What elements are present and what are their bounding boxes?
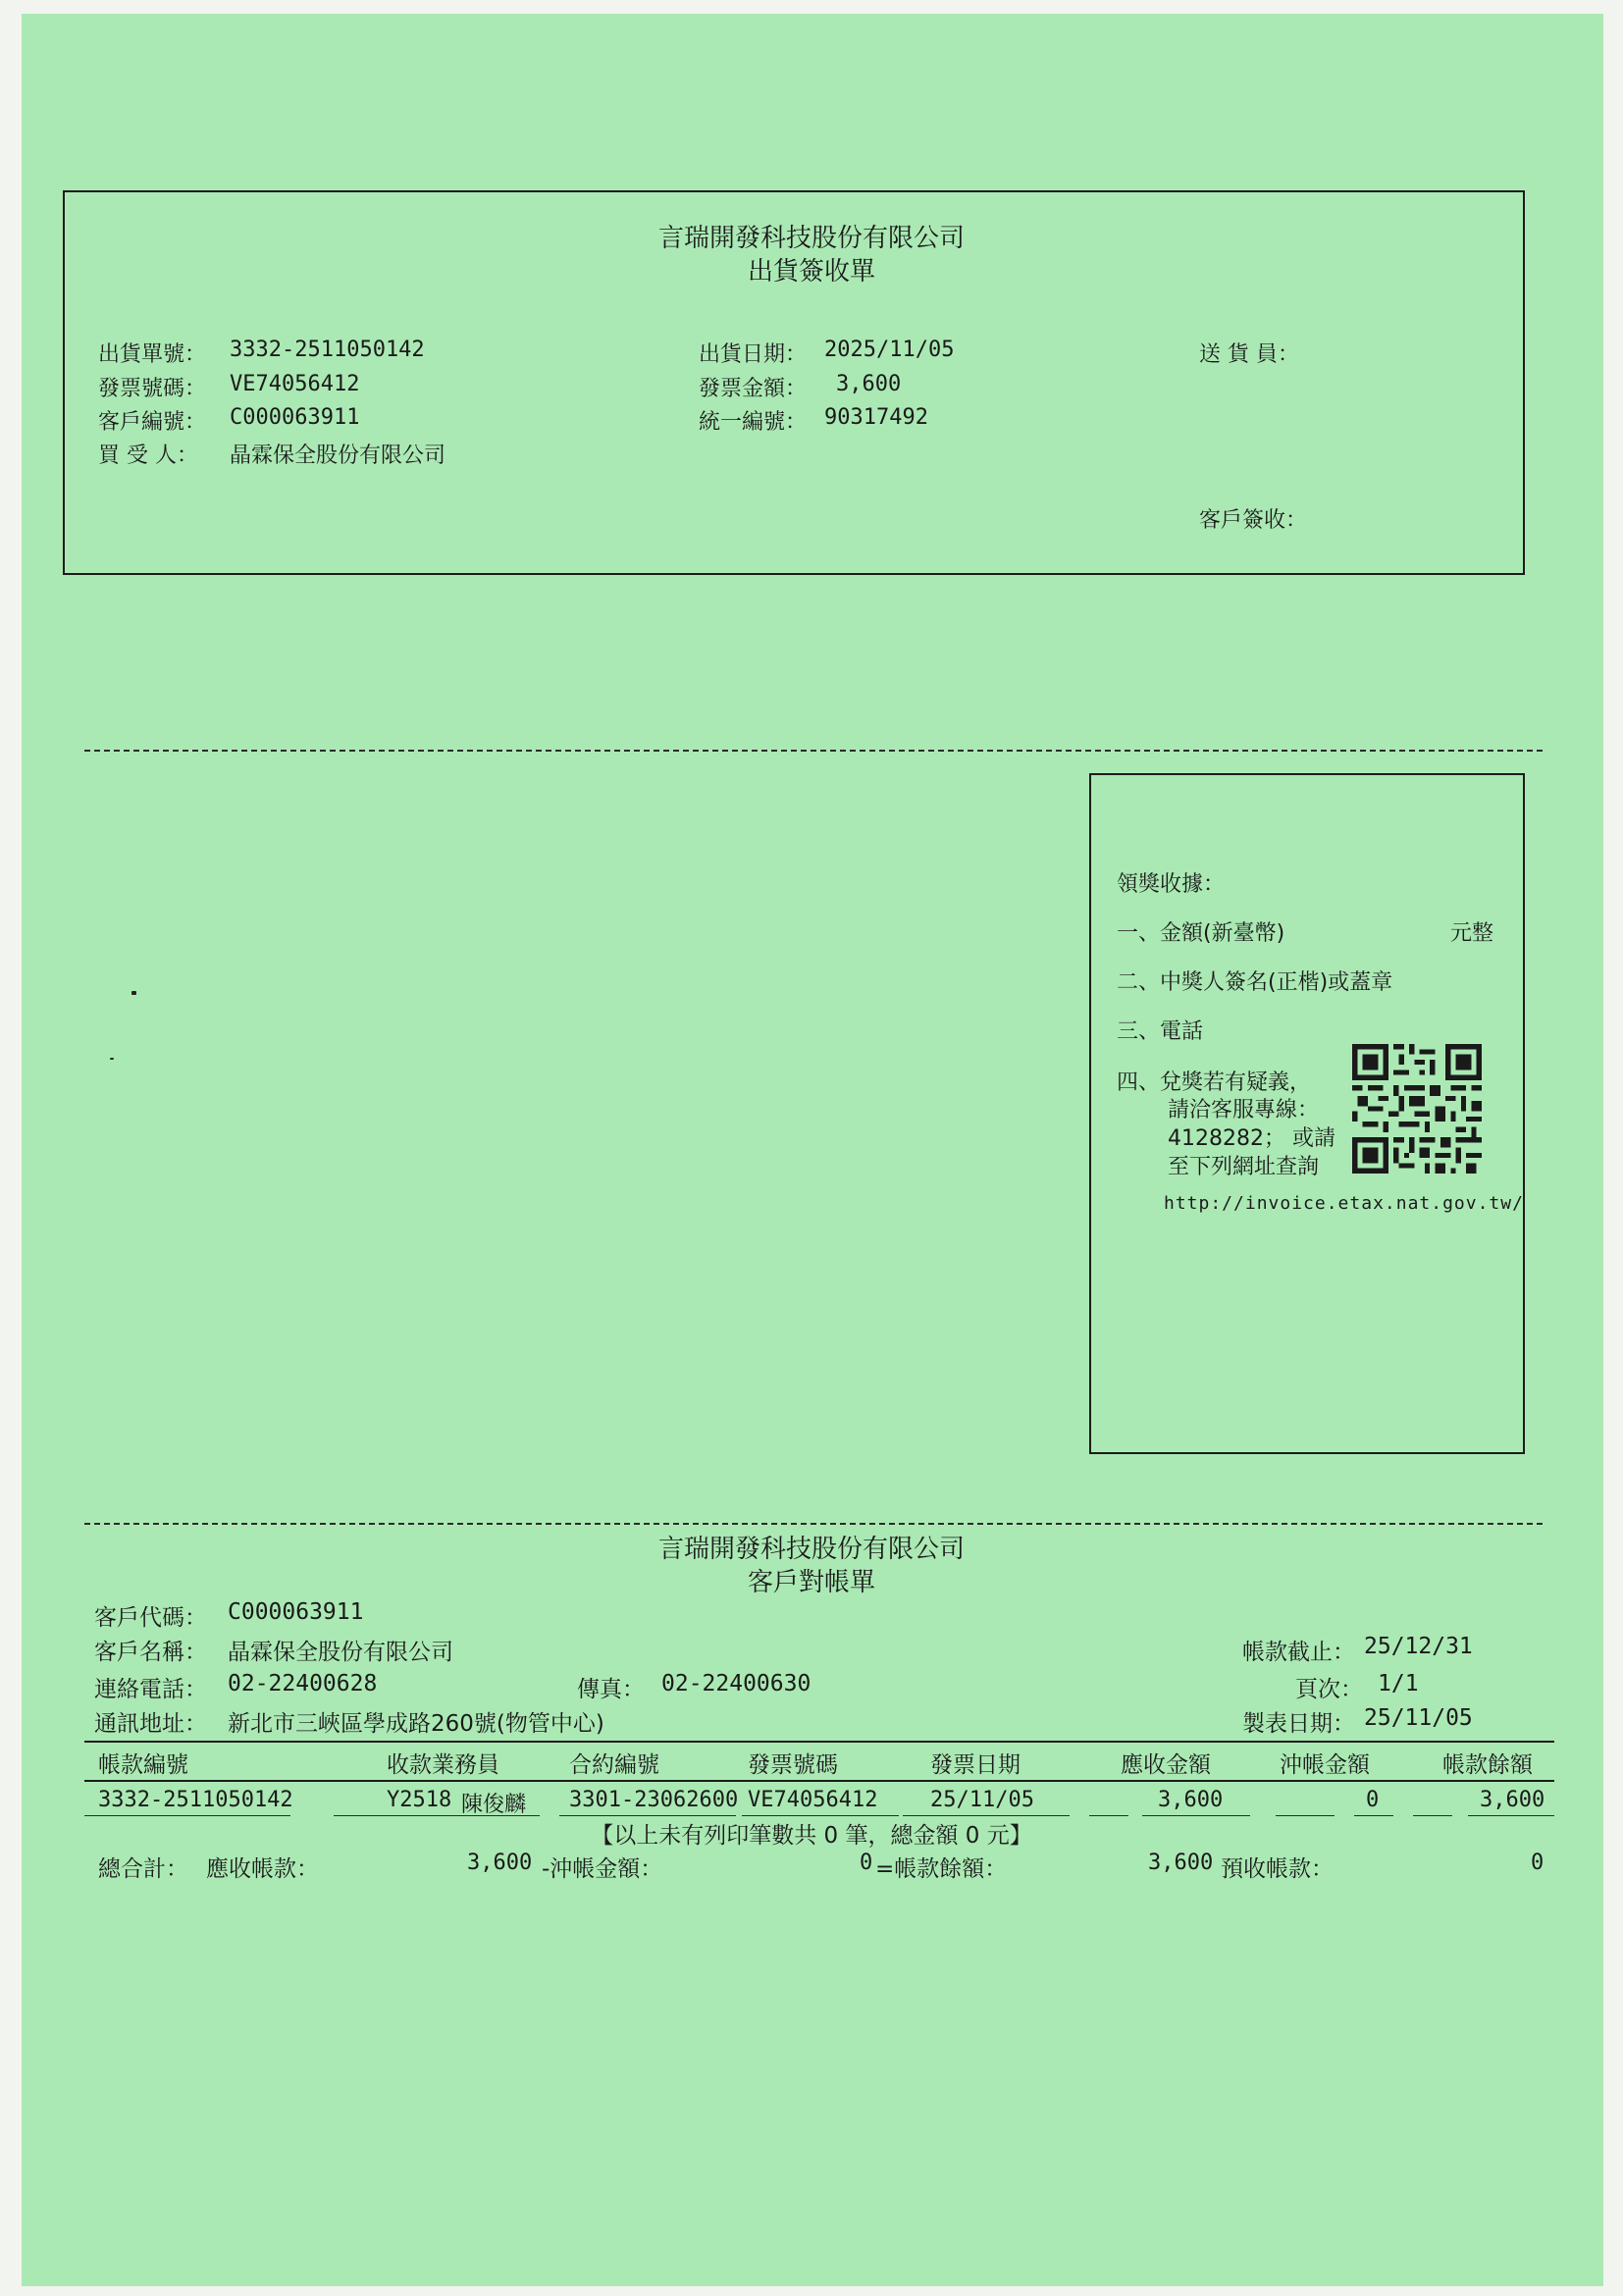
page-number: 1/1 — [1378, 1671, 1419, 1696]
customer-code: C000063911 — [228, 1599, 364, 1625]
col-header-invoice-no: 發票號碼 — [748, 1752, 838, 1778]
cutoff-date: 25/12/31 — [1364, 1634, 1473, 1659]
cell-salesperson-name: 陳俊麟 — [461, 1793, 527, 1817]
row-underline — [559, 1815, 736, 1816]
offset-total-label: -沖帳金額： — [542, 1856, 663, 1882]
address-label: 通訊地址： — [94, 1711, 207, 1737]
prize-receipt-title: 領獎收據： — [1117, 872, 1226, 897]
speck-mark — [110, 1058, 114, 1060]
row-underline — [1142, 1815, 1250, 1816]
cell-offset: 0 — [1366, 1788, 1380, 1812]
invoice-no: VE74056412 — [230, 372, 360, 396]
customer-name-label: 客戶名稱： — [94, 1640, 207, 1665]
fax-label: 傳真： — [577, 1677, 645, 1702]
page-label: 頁次： — [1295, 1677, 1363, 1702]
row-underline — [903, 1815, 1070, 1816]
cell-account-no: 3332-2511050142 — [98, 1788, 293, 1812]
order-no-label: 出貨單號： — [98, 342, 207, 367]
table-top-rule — [84, 1741, 1554, 1743]
col-header-receivable: 應收金額 — [1121, 1752, 1211, 1778]
order-no: 3332-2511050142 — [230, 338, 425, 362]
col-header-salesperson: 收款業務員 — [387, 1752, 499, 1778]
row-underline — [1089, 1815, 1128, 1816]
unprinted-note: 【以上未有列印筆數共 0 筆，總金額 0 元】 — [591, 1823, 1032, 1849]
customer-id: C000063911 — [230, 405, 360, 430]
tax-id: 90317492 — [824, 405, 928, 430]
row-underline — [1276, 1815, 1335, 1816]
cell-invoice-no: VE74056412 — [748, 1788, 878, 1812]
col-header-contract-no: 合約編號 — [569, 1752, 659, 1778]
prize-inquiry-line-1: 四、兌獎若有疑義， — [1117, 1070, 1312, 1095]
row-underline — [1354, 1815, 1393, 1816]
customer-code-label: 客戶代碼： — [94, 1605, 207, 1631]
prize-inquiry-line-2: 請洽客服專線： — [1168, 1098, 1320, 1122]
tear-line-top — [84, 750, 1543, 752]
prize-amount-line: 一、金額(新臺幣) — [1117, 921, 1285, 946]
speck-mark — [131, 991, 136, 995]
cell-receivable: 3,600 — [1158, 1788, 1224, 1812]
receivable-total: 3,600 — [467, 1851, 533, 1875]
offset-total: 0 — [860, 1851, 873, 1875]
slip-company-name: 言瑞開發科技股份有限公司 — [657, 224, 965, 253]
deliverer-label: 送 貨 員： — [1199, 342, 1299, 367]
cell-contract-no: 3301-23062600 — [569, 1788, 739, 1812]
row-underline — [742, 1815, 899, 1816]
buyer-name: 晶霖保全股份有限公司 — [230, 444, 446, 468]
prize-inquiry-url: http://invoice.etax.nat.gov.tw/ — [1164, 1193, 1524, 1214]
prize-inquiry-line-4: 至下列網址查詢 — [1168, 1155, 1320, 1179]
fax-value: 02-22400630 — [661, 1671, 812, 1696]
ship-date-label: 出貨日期： — [699, 342, 808, 367]
invoice-amount-label: 發票金額： — [699, 377, 808, 401]
prepaid-total: 0 — [1531, 1851, 1544, 1875]
ship-date: 2025/11/05 — [824, 338, 955, 362]
customer-id-label: 客戶編號： — [98, 410, 207, 435]
balance-total: 3,600 — [1148, 1851, 1214, 1875]
col-header-offset: 沖帳金額 — [1280, 1752, 1370, 1778]
customer-sign-label: 客戶簽收： — [1199, 508, 1308, 533]
prize-amount-suffix: 元整 — [1450, 921, 1494, 946]
row-underline — [1413, 1815, 1452, 1816]
col-header-balance: 帳款餘額 — [1442, 1752, 1533, 1778]
cell-balance: 3,600 — [1480, 1788, 1545, 1812]
cell-invoice-date: 25/11/05 — [930, 1788, 1034, 1812]
prize-inquiry-line-3: 4128282； 或請 — [1168, 1126, 1335, 1151]
customer-name: 晶霖保全股份有限公司 — [228, 1640, 453, 1665]
tear-line-bottom — [84, 1523, 1543, 1525]
row-underline — [1468, 1815, 1554, 1816]
made-date: 25/11/05 — [1364, 1705, 1473, 1731]
row-underline — [84, 1815, 290, 1816]
buyer-label: 買 受 人： — [98, 444, 198, 468]
receivable-total-label: 應收帳款： — [206, 1856, 319, 1882]
balance-total-label: =帳款餘額： — [875, 1856, 1008, 1882]
table-header-rule — [84, 1780, 1554, 1782]
cutoff-label: 帳款截止： — [1242, 1640, 1355, 1665]
address-value: 新北市三峽區學成路260號(物管中心) — [228, 1711, 604, 1737]
invoice-amount: 3,600 — [836, 372, 902, 396]
phone-label: 連絡電話： — [94, 1677, 207, 1702]
row-underline — [334, 1815, 540, 1816]
qr-code-icon — [1352, 1044, 1482, 1174]
invoice-no-label: 發票號碼： — [98, 377, 207, 401]
prize-phone-line: 三、電話 — [1117, 1019, 1204, 1044]
made-date-label: 製表日期： — [1242, 1711, 1355, 1737]
statement-company-name: 言瑞開發科技股份有限公司 — [657, 1535, 965, 1564]
statement-title: 客戶對帳單 — [747, 1568, 875, 1597]
phone-value: 02-22400628 — [228, 1671, 378, 1696]
prepaid-label: 預收帳款： — [1221, 1856, 1334, 1882]
slip-title: 出貨簽收單 — [747, 257, 875, 287]
prize-signature-line: 二、中獎人簽名(正楷)或蓋章 — [1117, 970, 1393, 995]
cell-salesperson-code: Y2518 — [387, 1788, 452, 1812]
tax-id-label: 統一編號： — [699, 410, 808, 435]
total-label: 總合計： — [98, 1856, 188, 1882]
col-header-invoice-date: 發票日期 — [930, 1752, 1021, 1778]
col-header-account-no: 帳款編號 — [98, 1752, 188, 1778]
